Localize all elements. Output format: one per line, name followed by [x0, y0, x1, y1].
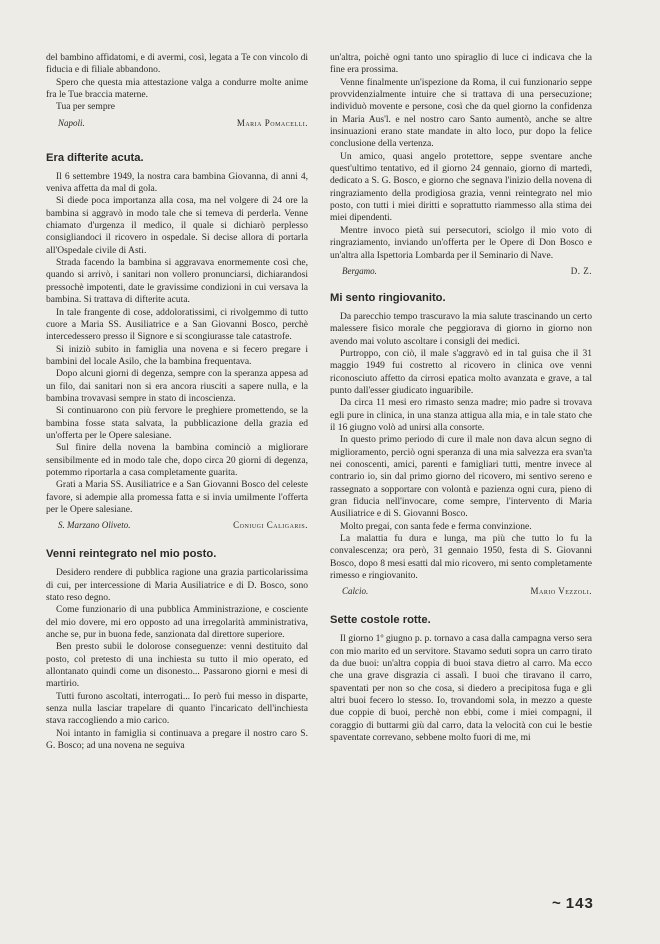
article-paragraph: Desidero rendere di pubblica ragione una grazia particolarissima di cui, per intercessione di Maria Ausiliatrice e di D. Bosco, sono stato reso degno.	[46, 567, 308, 604]
article-paragraph: Si diede poca importanza alla cosa, ma nel volgere di 24 ore la bambina si aggravò in modo tale che si temeva di perderla. Venne chiamato d'urgenza il medico, il quale si dichiarò perplesso consigliandoci il ricovero in ospedale. Si decise allora di portarla all'Ospedale civile di Asti.	[46, 195, 308, 256]
signature	[330, 265, 592, 277]
signature-author: Coniugi Caligaris.	[233, 520, 308, 531]
article-paragraph: Come funzionario di una pubblica Amministrazione, e cosciente del mio dovere, mi ero opposto ad una irregolarità amministrativa, anche se, pur in buona fede, sanzionata dal direttore superiore.	[46, 604, 308, 641]
article-title: Era difterite acuta.	[46, 151, 144, 164]
intro-paragraph: Spero che questa mia attestazione valga a condurre molte anime fra le Tue braccia materne.	[46, 76, 308, 101]
signature-author: Mario Vezzoli.	[530, 586, 592, 597]
signature-author: D. Z.	[570, 265, 592, 276]
signature-place: Calcio.	[342, 586, 369, 597]
left-column	[46, 52, 308, 753]
article-paragraph: Si continuarono con più fervore le preghiere promettendo, se la bambina fosse stata salvata, la pubblicazione della grazia ed un'offerta per le Opere salesiane.	[46, 405, 308, 441]
article-paragraph: Il giorno 1º giugno p. p. tornavo a casa dalla campagna verso sera con mio marito ed un servitore. Stavamo seduti sopra un carro tirato da due buoi: un'altra coppia di buoi stava dietro al carro. Ma ecco che una grave disgrazia ci assalì. I buoi che tiravano il carro, spaventati per non so che cosa, si diedero a precipitosa fuga e gli altri buoi fecero lo stesso. Io, trovandomi sola, in mezzo a queste due coppie di buoi, perchè non ebbi, come i miei compagni, il coraggio di buttarmi giù dal carro, data la velocità con cui le bestie spaventate correvano, sebbene molto fuori di me, mi	[330, 633, 592, 744]
signature-place: Bergamo.	[342, 265, 377, 276]
article-paragraph: In tale frangente di cose, addoloratissimi, ci rivolgemmo di tutto cuore a Maria SS. Ausiliatrice e a San Giovanni Bosco, perchè intercedessero presso il Signore e si scongiurasse tale catastrofe.	[46, 306, 308, 343]
article-paragraph: Tutti furono ascoltati, interrogati... Io però fui messo in disparte, senza nulla lasciar trapelare di quanto l'incaricato dell'inchiesta stava raccogliendo a mio carico.	[46, 690, 308, 727]
signature	[330, 585, 592, 597]
page-number-mark: ~	[552, 895, 562, 912]
signature-place: S. Marzano Oliveto.	[58, 520, 131, 531]
signature	[46, 519, 308, 531]
article-paragraph: Da circa 11 mesi ero rimasto senza madre; mio padre si trovava egli pure in clinica, in una stanza attigua alla mia, e in tale stato che il 16 giugno volò ad unirsi alla consorte.	[330, 397, 592, 433]
article-paragraph: In questo primo periodo di cure il male non dava alcun segno di miglioramento, perciò ogni speranza di una mia salvezza era svan'ta nei conoscenti, amici, parenti e famigliari tutti, mentre invece al contrario io, sin dal primo giorno del ricovero, mi sentivo sereno e rassegnato a sopportare con volontà e pazienza ogni cura, pieno di gran fiducia nell'invocare, come sempre, l'intervento di Maria Ausiliatrice e di S. Giovanni Bosco.	[330, 434, 592, 520]
article-title: Venni reintegrato nel mio posto.	[46, 548, 217, 561]
article-paragraph: Il 6 settembre 1949, la nostra cara bambina Giovanna, di anni 4, veniva affetta da mal di gola.	[46, 170, 308, 195]
article-paragraph: Un amico, quasi angelo protettore, seppe sventare anche quest'ultimo tentativo, ed il giorno 24 gennaio, giorno di martedì, dedicato a S. G. Bosco, e giorno che segnava l'inizio della novena di ringraziamento della prodigiosa grazia, venni reintegrato nel mio posto, con tutti i miei diritti e soprattutto riammesso alla stima dei miei dipendenti.	[330, 150, 592, 224]
article-paragraph: La malattia fu dura e lunga, ma più che tutto lo fu la convalescenza; ora però, 31 gennaio 1950, festa di S. Giovanni Bosco, dopo 8 mesi esatti dal mio ricovero, mi sento completamente rimesso e ringiovanito.	[330, 533, 592, 582]
article-paragraph: Ben presto subii le dolorose conseguenze: venni destituito dal posto, col pretesto di una inchiesta su tutto il mio operato, ed allontanato quindi come un disonesto... Passarono giorni e mesi di martirio.	[46, 641, 308, 690]
article-paragraph: Da parecchio tempo trascuravo la mia salute trascinando un certo malessere fisico morale che peggiorava di giorno in giorno non avendo mai voluto ascoltare i consigli dei medici.	[330, 310, 592, 347]
article-paragraph: Venne finalmente un'ispezione da Roma, il cui funzionario seppe provvidenzialmente intuire che si trattava di una persecuzione; individuò movente e persone, così che da quel giorno la confidenza in Maria Aus'l. e nel nostro caro Santo aumentò, anche se altre insinuazioni erano state mandate in alto loco, pur dopo la felice conclusione della vertenza.	[330, 76, 592, 150]
article-paragraph: Dopo alcuni giorni di degenza, sempre con la speranza appesa ad un filo, dai sanitari non si era ancora riusciti a sapere nulla, e la bambina trovavasi sempre in stato di incoscienza.	[46, 368, 308, 404]
page-number	[552, 895, 594, 912]
article-paragraph: un'altra, poichè ogni tanto uno spiraglio di luce ci indicava che la fine era prossima.	[330, 52, 592, 76]
signature-place: Napoli.	[58, 117, 85, 128]
article-title: Sette costole rotte.	[330, 614, 431, 627]
article-paragraph: Strada facendo la bambina si aggravava enormemente così che, quando si arrivò, i sanitari non vollero pronunciarsi, dichiarandosi pressochè impotenti, date le gravissime condizioni in cui versava la bambina. Si trattava di difterite acuta.	[46, 257, 308, 306]
article-paragraph: Si iniziò subito in famiglia una novena e si fecero pregare i bambini del locale Asilo, che la bambina frequentava.	[46, 343, 308, 367]
intro-paragraph: del bambino affidatomi, e di avermi, così, legata a Te con vincolo di fiducia e di filiale abbandono.	[46, 52, 308, 76]
signature	[46, 117, 308, 129]
article-title: Mi sento ringiovanito.	[330, 291, 446, 304]
signature-author: Maria Pomacelli.	[236, 117, 308, 128]
article-paragraph: Purtroppo, con ciò, il male s'aggravò ed in tal guisa che il 31 maggio 1949 fui costretto al ricovero in clinica ove venni riconosciuto affetto da cirrosi epatica molto avanzata e grave, a tal punto dall'esser giudicato inguaribile.	[330, 347, 592, 396]
article-paragraph: Grati a Maria SS. Ausiliatrice e a San Giovanni Bosco del celeste favore, si adempie alla promessa fatta e si invia umilmente l'offerta per le Opere salesiane.	[46, 479, 308, 515]
article-paragraph: Molto pregai, con santa fede e ferma convinzione.	[340, 520, 532, 532]
article-paragraph: Sul finire della novena la bambina cominciò a migliorare sensibilmente ed in modo tale che, dopo circa 20 giorni di degenza, potemmo riportarla a casa completamente guarita.	[46, 442, 308, 478]
page-number-value: 143	[565, 895, 594, 912]
article-paragraph: Mentre invoco pietà sui persecutori, sciolgo il mio voto di ringraziamento, inviando un'offerta per le Opere di Don Bosco e un'altra alla Ispettoria Lombarda per il Seminario di Nave.	[330, 224, 592, 261]
right-column	[330, 52, 592, 745]
article-paragraph: Noi intanto in famiglia si continuava a pregare il nostro caro S. G. Bosco; ad una novena ne seguiva	[46, 727, 308, 752]
closing-line: Tua per sempre	[56, 101, 116, 113]
